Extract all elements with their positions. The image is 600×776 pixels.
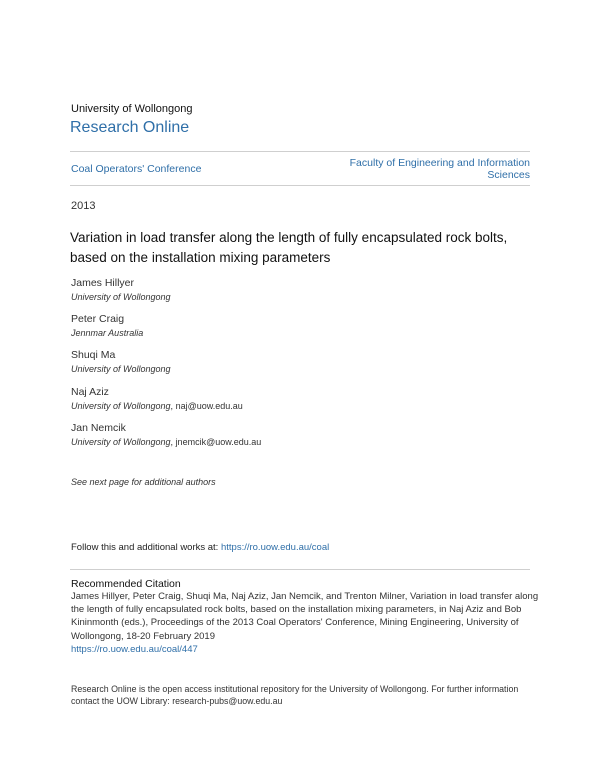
research-online-link[interactable]: Research Online: [70, 119, 190, 136]
author-block: [71, 422, 531, 448]
citation-link[interactable]: https://ro.uow.edu.au/coal/447: [71, 643, 198, 655]
citation-text: James Hillyer, Peter Craig, Shuqi Ma, Naj Aziz, Jan Nemcik, and Trenton Milner, Variation in load transfer along the length of fully encapsulated rock bolts, based on the installation mixing parameters, in Naj Aziz and Bob Kininmonth (eds.), Proceedings of the 2013 Coal Operators' Conference, Mining Engineering, University of Wollongong, 18-20 February 2019: [71, 591, 539, 642]
publication-year: 2013: [71, 200, 96, 212]
citation-block: [71, 590, 541, 656]
author-email: naj@uow.edu.au: [175, 401, 243, 411]
author-affiliation: Jennmar Australia: [71, 328, 144, 338]
author-affiliation: University of Wollongong: [71, 292, 171, 302]
follow-text: Follow this and additional works at:: [71, 542, 221, 553]
see-next-page-note: See next page for additional authors: [71, 477, 216, 487]
author-name: Jan Nemcik: [71, 422, 126, 434]
author-block: [71, 277, 531, 303]
author-affiliation-line: University of Wollongong, naj@uow.edu.au: [71, 401, 243, 411]
author-name: James Hillyer: [71, 277, 135, 289]
faculty-link[interactable]: Faculty of Engineering and Information Sciences: [349, 157, 530, 181]
author-affiliation: University of Wollongong: [71, 437, 171, 447]
collection-link[interactable]: https://ro.uow.edu.au/coal: [220, 542, 330, 553]
citation-divider: [70, 569, 530, 570]
repository-footer: Research Online is the open access institutional repository for the University of Wollongong. For further information contact the UOW Library: research-pubs@uow.edu.au: [71, 684, 519, 706]
author-email: jnemcik@uow.edu.au: [175, 437, 262, 447]
author-affiliation-line: University of Wollongong, jnemcik@uow.edu.au: [71, 437, 262, 447]
author-block: [71, 349, 531, 375]
paper-title: Variation in load transfer along the length of fully encapsulated rock bolts, based on the installation mixing parameters: [70, 230, 508, 265]
author-affiliation: University of Wollongong: [71, 401, 171, 411]
nav-divider: [70, 185, 530, 186]
conference-link[interactable]: Coal Operators' Conference: [71, 163, 202, 175]
author-name: Peter Craig: [71, 313, 125, 325]
institution-name: University of Wollongong: [71, 103, 193, 115]
author-affiliation: University of Wollongong: [71, 364, 171, 374]
citation-heading: Recommended Citation: [71, 578, 181, 590]
author-block: [71, 386, 531, 412]
author-block: [71, 313, 531, 339]
author-name: Naj Aziz: [71, 386, 109, 398]
top-divider: [70, 151, 530, 152]
follow-line: [71, 542, 329, 553]
author-name: Shuqi Ma: [71, 349, 116, 361]
